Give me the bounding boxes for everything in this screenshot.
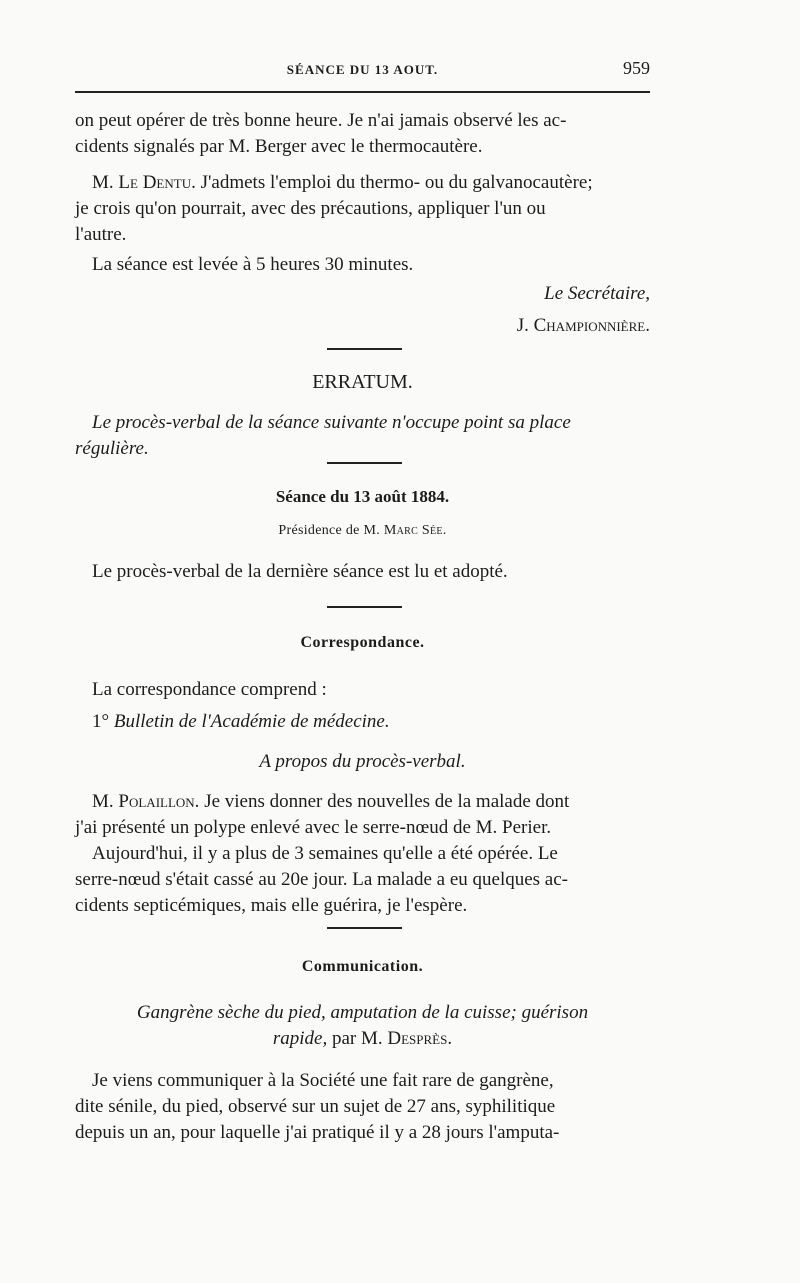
item-title: Bulletin de l'Académie de médecine. (113, 711, 390, 732)
text-fragment: J'admets l'emploi du thermo- ou du galvanocautère; (195, 172, 593, 193)
presidence-prefix: Présidence de M. (278, 523, 381, 538)
text-line: cidents septicémiques, mais elle guérira, je l'espère. (75, 895, 468, 916)
section-rule (327, 462, 402, 464)
text-fragment: par M. (327, 1028, 383, 1049)
text-line: Gangrène sèche du pied, amputation de la cuisse; guérison (136, 1002, 589, 1023)
text-line: depuis un an, pour laquelle j'ai pratiqué il y a 28 jours l'amputa- (75, 1122, 560, 1143)
text-line: l'autre. (75, 224, 127, 245)
item-number: 1° (92, 711, 110, 732)
text-line: Je viens communiquer à la Société une fait rare de gangrène, (92, 1070, 554, 1091)
correspondance-item (75, 709, 650, 735)
header-rule (75, 91, 650, 93)
erratum-text (75, 410, 650, 462)
text-line: cidents signalés par M. Berger avec le thermocautère. (75, 136, 483, 157)
communication-heading: Communication. (301, 958, 424, 975)
page-header (75, 58, 650, 84)
text-line: on peut opérer de très bonne heure. Je n'ai jamais observé les ac- (75, 110, 567, 131)
text-line: régulière. (75, 438, 149, 459)
secretaire-name: Championnière. (533, 315, 650, 336)
propos-heading: A propos du procès-verbal. (259, 751, 466, 772)
text-fragment: Je viens donner des nouvelles de la malade dont (199, 791, 570, 812)
secretaire-title: Le Secrétaire, (544, 283, 650, 304)
secretaire-initial: J. (516, 315, 529, 336)
author-name: Desprès. (387, 1028, 453, 1049)
running-title: SÉANCE DU 13 AOUT. (286, 62, 439, 77)
speaker-prefix: M. (92, 791, 114, 812)
speaker-name: Polaillon. (118, 791, 200, 812)
text-line: Aujourd'hui, il y a plus de 3 semaines qu'elle a été opérée. Le (92, 843, 558, 864)
text-line: serre-nœud s'était cassé au 20e jour. La malade a eu quelques ac- (75, 869, 568, 890)
section-rule (327, 606, 402, 608)
seance-levee: La séance est levée à 5 heures 30 minutes. (92, 254, 414, 275)
communication-title (75, 1000, 650, 1052)
page-number: 959 (623, 58, 650, 78)
paragraph-le-dentu (75, 170, 650, 248)
proces-verbal-adopte: Le procès-verbal de la dernière séance est lu et adopté. (92, 561, 508, 582)
speaker-prefix: M. (92, 172, 114, 193)
presidence (75, 523, 650, 539)
text-fragment: rapide, (272, 1028, 328, 1049)
text-line: Le procès-verbal de la séance suivante n'occupe point sa place (92, 412, 571, 433)
paragraph-polaillon (75, 789, 650, 919)
paragraph-despres (75, 1068, 650, 1146)
correspondance-heading: Correspondance. (300, 634, 425, 651)
text-line (75, 1026, 650, 1052)
section-rule (327, 348, 402, 350)
section-rule (327, 927, 402, 929)
text-line: je crois qu'on pourrait, avec des précautions, appliquer l'un ou (75, 198, 546, 219)
text-line (75, 170, 650, 196)
paragraph-berger (75, 108, 650, 160)
text-line: j'ai présenté un polype enlevé avec le serre-nœud de M. Perier. (75, 817, 552, 838)
text-line (75, 789, 650, 815)
correspondance-intro: La correspondance comprend : (92, 679, 327, 700)
erratum-heading: ERRATUM. (312, 371, 413, 393)
text-line: dite sénile, du pied, observé sur un sujet de 27 ans, syphilitique (75, 1096, 556, 1117)
president-name: Marc Sée. (383, 523, 447, 538)
secretaire-signature (517, 315, 650, 337)
seance-title: Séance du 13 août 1884. (275, 487, 450, 506)
speaker-name: Le Dentu. (118, 172, 196, 193)
